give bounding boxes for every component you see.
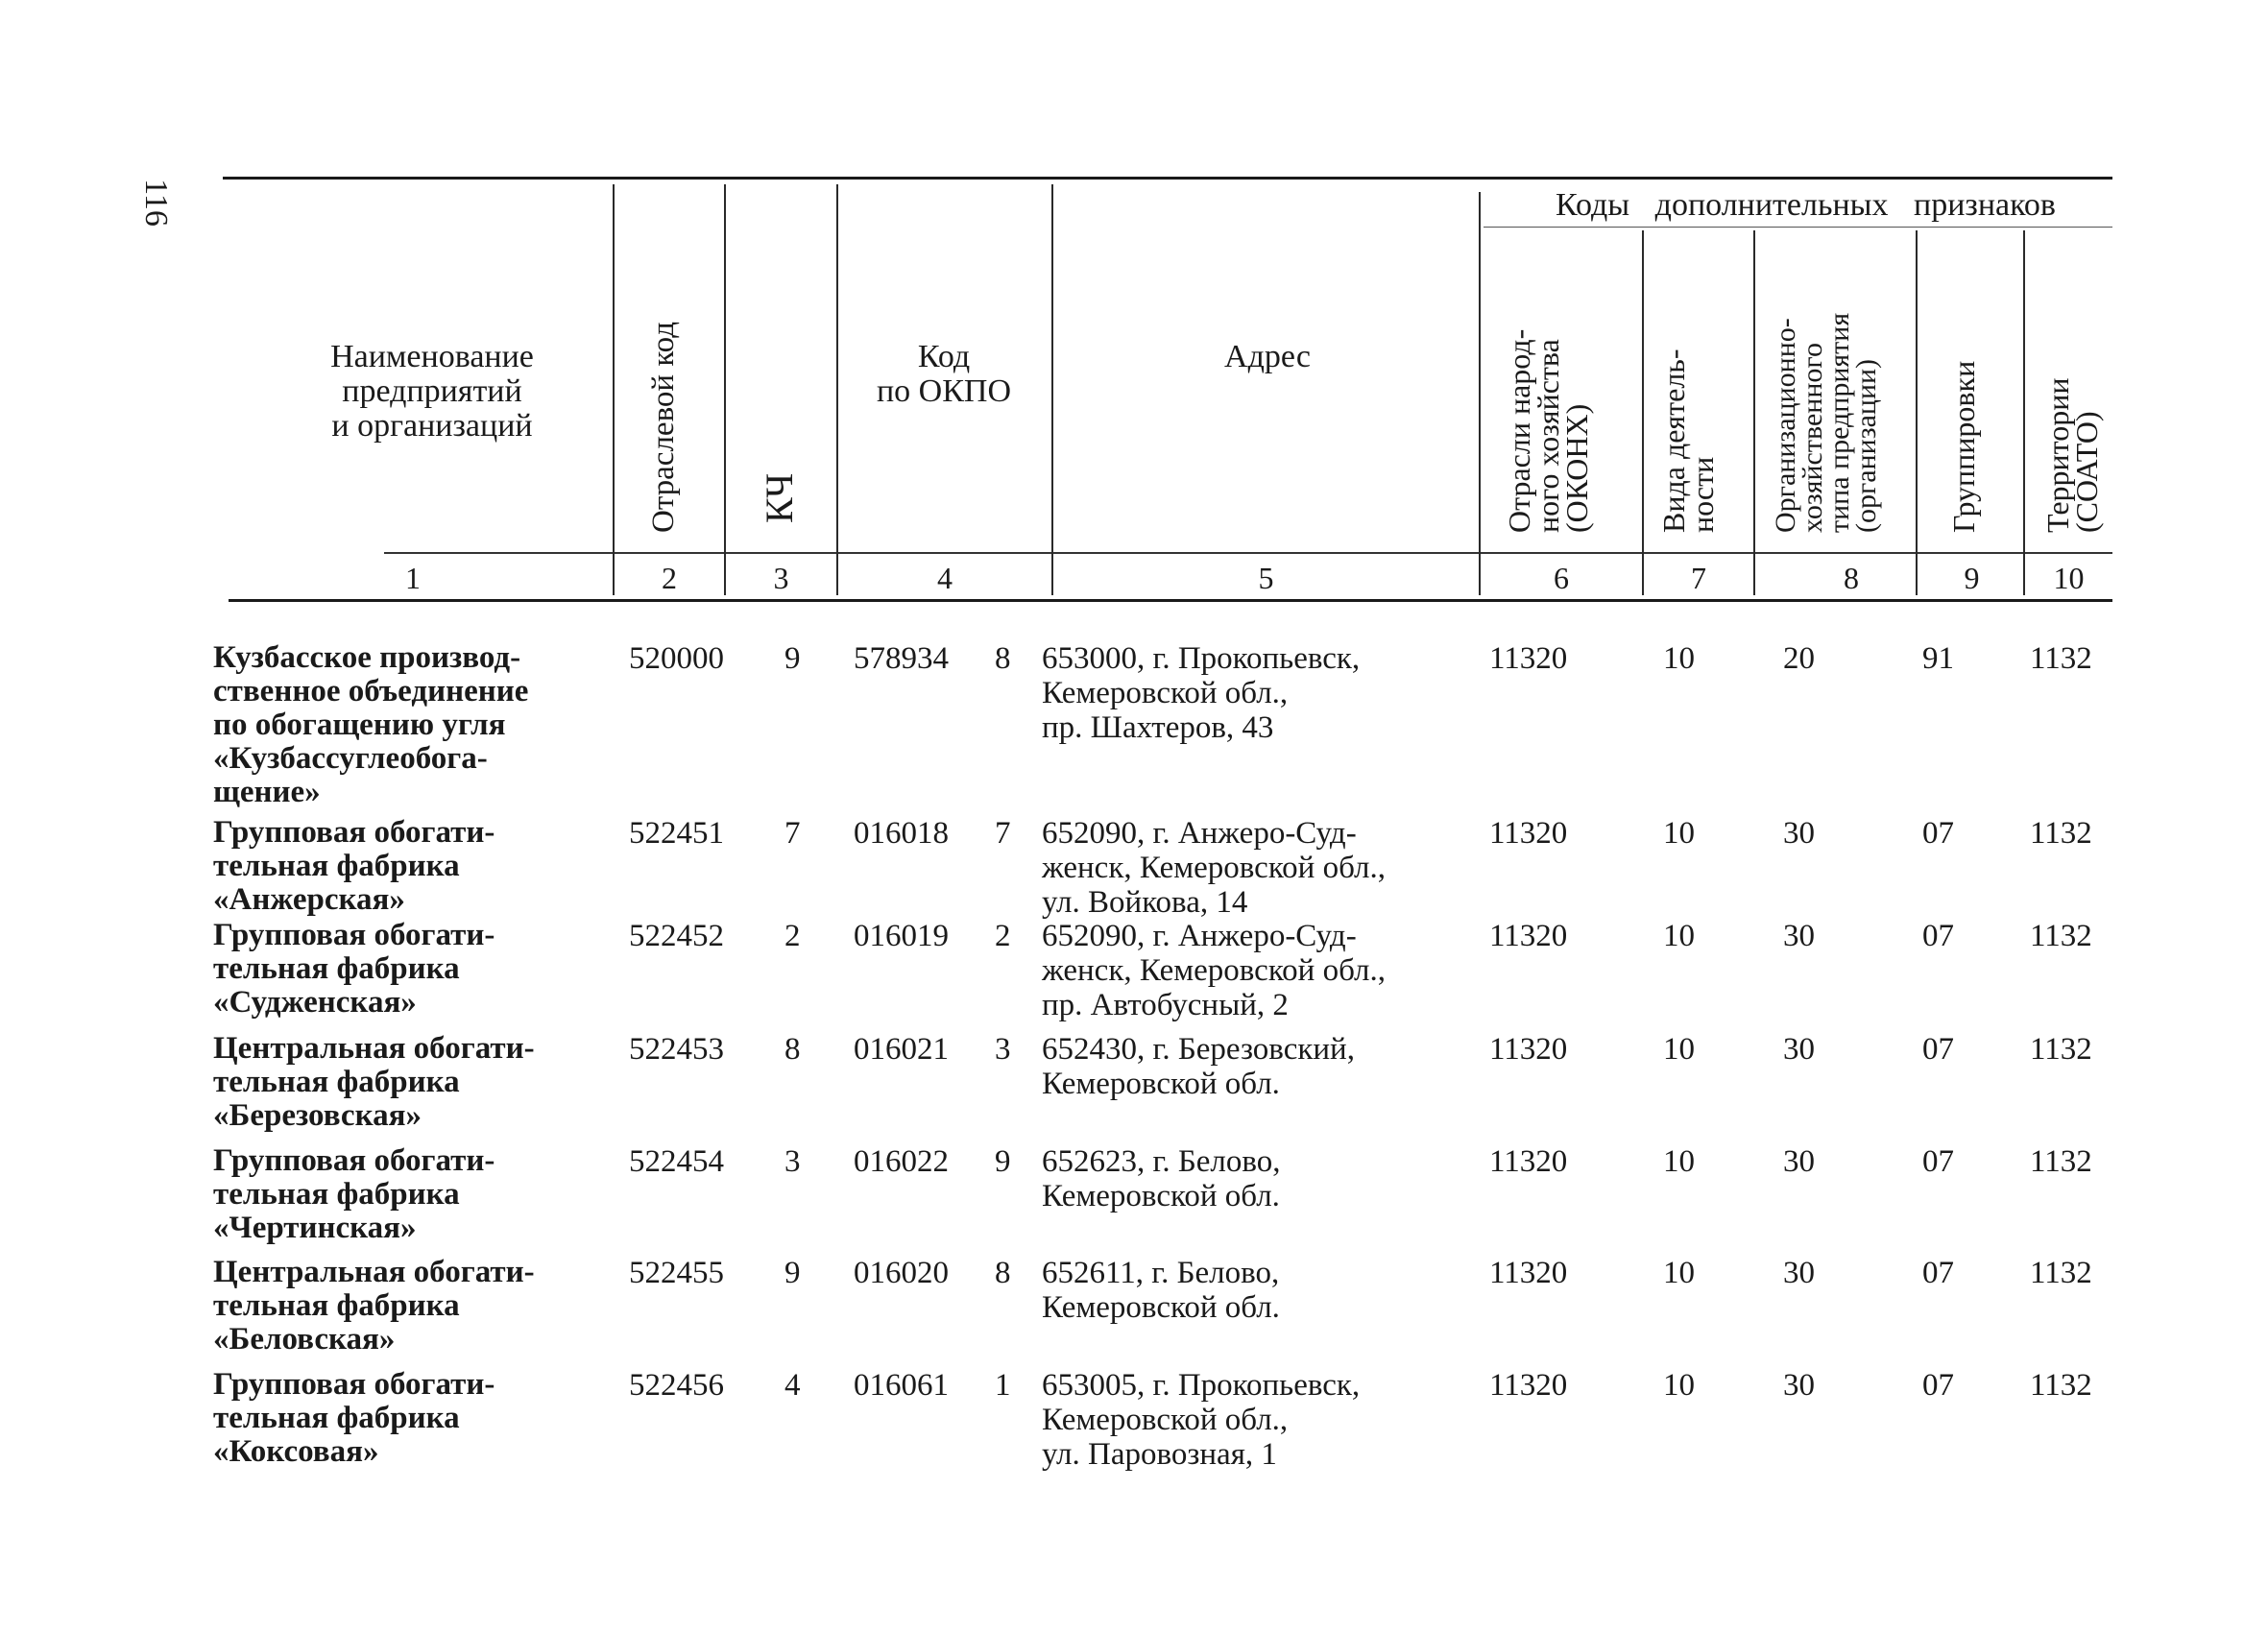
header-col1: Наименование предприятий и организаций — [330, 339, 534, 444]
header-col3: КЧ — [758, 472, 801, 523]
row-address: 652430, г. Березовский, Кемеровской обл. — [1042, 1032, 1355, 1101]
row-okpo: 016019 — [854, 919, 949, 953]
header-col8: Организационно- хозяйственного типа предприятия (организации) — [1770, 312, 1882, 533]
column-number-5: 5 — [1258, 561, 1274, 595]
column-number-1: 1 — [405, 561, 421, 595]
column-number-8: 8 — [1844, 561, 1859, 595]
row-name: Групповая обогати- тельная фабрика «Анжерская» — [213, 815, 495, 917]
row-okpo: 016021 — [854, 1032, 949, 1067]
divider-col8-col9 — [1916, 230, 1918, 595]
row-kch: 2 — [784, 919, 801, 953]
column-number-4: 4 — [937, 561, 953, 595]
column-number-10: 10 — [2053, 561, 2085, 595]
row-kch: 9 — [784, 641, 801, 676]
column-numbers-top-rule — [384, 552, 2112, 554]
row-grouping: 07 — [1922, 919, 1954, 953]
row-okonh: 11320 — [1489, 1368, 1568, 1403]
row-grouping: 07 — [1922, 1144, 1954, 1179]
divider-col1-col2 — [613, 184, 615, 595]
row-activity: 10 — [1663, 1144, 1695, 1179]
row-name: Групповая обогати- тельная фабрика «Коксовая» — [213, 1367, 495, 1469]
row-okonh: 11320 — [1489, 919, 1568, 953]
row-kch: 4 — [784, 1368, 801, 1403]
row-name: Центральная обогати- тельная фабрика «Беловская» — [213, 1255, 535, 1357]
row-kch: 8 — [784, 1032, 801, 1067]
row-okpo: 016022 — [854, 1144, 949, 1179]
column-number-7: 7 — [1691, 561, 1706, 595]
row-grouping: 07 — [1922, 1368, 1954, 1403]
row-soato: 1132 — [2030, 1256, 2092, 1290]
row-org-type: 30 — [1783, 1256, 1815, 1290]
column-number-6: 6 — [1554, 561, 1569, 595]
row-soato: 1132 — [2030, 1144, 2092, 1179]
divider-col5-col6 — [1479, 192, 1481, 595]
row-okpo-kch: 7 — [995, 816, 1011, 851]
row-okpo-kch: 1 — [995, 1368, 1011, 1403]
row-name: Групповая обогати- тельная фабрика «Чертинская» — [213, 1143, 495, 1245]
row-address: 652090, г. Анжеро-Суд- женск, Кемеровской обл., пр. Автобусный, 2 — [1042, 919, 1387, 1022]
row-grouping: 91 — [1922, 641, 1954, 676]
row-address: 652090, г. Анжеро-Суд- женск, Кемеровской обл., ул. Войкова, 14 — [1042, 816, 1387, 920]
group-title: Коды дополнительных признаков — [1556, 187, 2056, 223]
row-okonh: 11320 — [1489, 1256, 1568, 1290]
row-okpo-kch: 8 — [995, 641, 1011, 676]
row-code: 522454 — [629, 1144, 724, 1179]
row-activity: 10 — [1663, 919, 1695, 953]
header-bottom-rule — [229, 599, 2112, 602]
row-okpo: 016018 — [854, 816, 949, 851]
row-okpo-kch: 9 — [995, 1144, 1011, 1179]
row-grouping: 07 — [1922, 1032, 1954, 1067]
row-name: Групповая обогати- тельная фабрика «Судженская» — [213, 918, 495, 1020]
divider-col2-col3 — [724, 184, 726, 595]
row-okpo: 016020 — [854, 1256, 949, 1290]
row-code: 522456 — [629, 1368, 724, 1403]
divider-col4-col5 — [1051, 184, 1053, 595]
row-code: 520000 — [629, 641, 724, 676]
row-address: 653000, г. Прокопьевск, Кемеровской обл., пр. Шахтеров, 43 — [1042, 641, 1361, 745]
row-code: 522451 — [629, 816, 724, 851]
header-col10: Территории (СОАТО) — [2040, 377, 2104, 533]
row-activity: 10 — [1663, 1256, 1695, 1290]
header-col4: Код по ОКПО — [876, 339, 1012, 409]
page-number: 116 — [138, 179, 174, 227]
column-number-9: 9 — [1964, 561, 1980, 595]
row-code: 522452 — [629, 919, 724, 953]
row-org-type: 30 — [1783, 1144, 1815, 1179]
row-org-type: 30 — [1783, 1032, 1815, 1067]
row-address: 653005, г. Прокопьевск, Кемеровской обл., ул. Паровозная, 1 — [1042, 1368, 1361, 1472]
row-soato: 1132 — [2030, 919, 2092, 953]
row-soato: 1132 — [2030, 816, 2092, 851]
row-okonh: 11320 — [1489, 1032, 1568, 1067]
row-okpo: 016061 — [854, 1368, 949, 1403]
row-name: Кузбасское производ- ственное объединение по обогащению угля «Кузбассуглеобога- щение» — [213, 640, 529, 809]
row-kch: 7 — [784, 816, 801, 851]
row-okonh: 11320 — [1489, 1144, 1568, 1179]
header-col5: Адрес — [1224, 339, 1311, 374]
row-kch: 9 — [784, 1256, 801, 1290]
divider-col6-col7 — [1642, 230, 1644, 595]
divider-col9-col10 — [2023, 230, 2025, 595]
row-grouping: 07 — [1922, 816, 1954, 851]
row-code: 522453 — [629, 1032, 724, 1067]
row-okonh: 11320 — [1489, 816, 1568, 851]
row-org-type: 30 — [1783, 816, 1815, 851]
row-okpo-kch: 3 — [995, 1032, 1011, 1067]
row-okonh: 11320 — [1489, 641, 1568, 676]
row-org-type: 30 — [1783, 919, 1815, 953]
header-col7: Вида деятель- ности — [1656, 348, 1720, 533]
row-okpo: 578934 — [854, 641, 949, 676]
column-number-2: 2 — [662, 561, 677, 595]
row-activity: 10 — [1663, 816, 1695, 851]
divider-col3-col4 — [836, 184, 838, 595]
row-org-type: 30 — [1783, 1368, 1815, 1403]
row-activity: 10 — [1663, 641, 1695, 676]
table-top-rule — [223, 177, 2112, 180]
column-number-3: 3 — [773, 561, 789, 595]
row-code: 522455 — [629, 1256, 724, 1290]
header-col6: Отрасли народ- ного хозяйства (ОКОНХ) — [1502, 328, 1594, 533]
row-org-type: 20 — [1783, 641, 1815, 676]
header-col2: Отраслевой код — [646, 321, 681, 533]
header-col9: Группировки — [1946, 360, 1981, 533]
row-kch: 3 — [784, 1144, 801, 1179]
row-okpo-kch: 8 — [995, 1256, 1011, 1290]
group-title-underline — [1484, 227, 2112, 228]
row-okpo-kch: 2 — [995, 919, 1011, 953]
row-activity: 10 — [1663, 1368, 1695, 1403]
row-soato: 1132 — [2030, 641, 2092, 676]
row-soato: 1132 — [2030, 1368, 2092, 1403]
row-name: Центральная обогати- тельная фабрика «Березовская» — [213, 1031, 535, 1133]
row-address: 652611, г. Белово, Кемеровской обл. — [1042, 1256, 1280, 1325]
row-address: 652623, г. Белово, Кемеровской обл. — [1042, 1144, 1281, 1213]
row-grouping: 07 — [1922, 1256, 1954, 1290]
row-activity: 10 — [1663, 1032, 1695, 1067]
divider-col7-col8 — [1753, 230, 1755, 595]
row-soato: 1132 — [2030, 1032, 2092, 1067]
